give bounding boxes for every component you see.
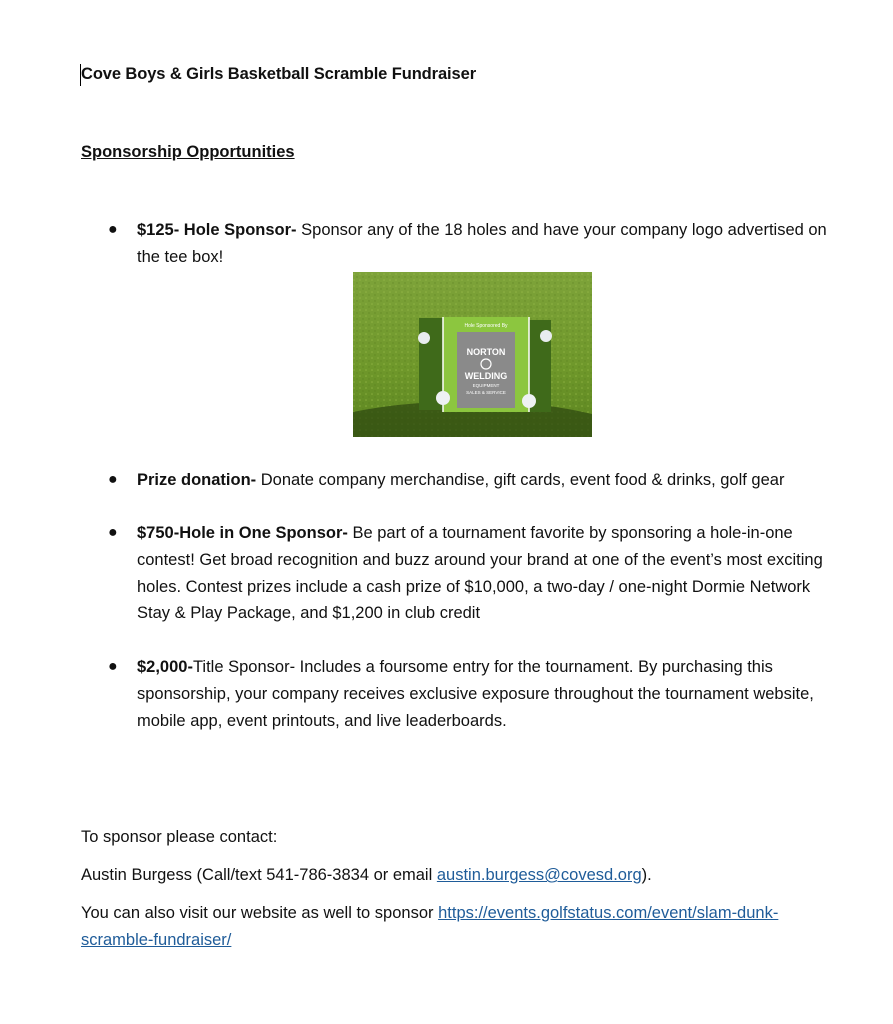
website-prefix: You can also visit our website as well to sponsor — [81, 904, 439, 922]
sponsorship-label: $750-Hole in One Sponsor- — [137, 524, 348, 542]
list-item-hole-sponsor — [137, 217, 827, 271]
sponsorship-label: $2,000- — [137, 658, 193, 676]
sponsorship-description: Donate company merchandise, gift cards, event food & drinks, golf gear — [256, 471, 785, 489]
svg-text:NORTON: NORTON — [466, 347, 506, 357]
list-item-prize-donation — [137, 467, 827, 494]
website-link[interactable]: https://events.golfstatus.com/event/slam-dunk-scramble-fundraiser/ — [81, 904, 779, 949]
sponsorship-label: $125- Hole Sponsor- — [137, 221, 297, 239]
section-heading: Sponsorship Opportunities — [81, 143, 295, 161]
svg-text:Hole Sponsored By: Hole Sponsored By — [464, 323, 508, 329]
email-link[interactable]: austin.burgess@covesd.org — [436, 866, 642, 884]
contact-intro: To sponsor please contact: — [81, 828, 278, 846]
bullet-icon: ● — [108, 658, 118, 675]
sponsorship-description: Sponsor any of the 18 holes and have your company logo advertised on the tee box! — [137, 221, 827, 266]
list-item-hole-in-one-sponsor — [137, 520, 827, 627]
bullet-icon: ● — [108, 221, 118, 238]
contact-line — [81, 862, 801, 889]
website-line — [81, 900, 781, 954]
contact-prefix: Austin Burgess (Call/text 541-786-3834 or email — [81, 866, 437, 884]
bullet-icon: ● — [108, 524, 118, 541]
bullet-icon: ● — [108, 471, 118, 488]
contact-suffix: ). — [641, 866, 652, 884]
sponsorship-label: Prize donation- — [137, 471, 257, 489]
svg-text:EQUIPMENT: EQUIPMENT — [472, 383, 500, 388]
document-title: Cove Boys & Girls Basketball Scramble Fundraiser — [81, 65, 477, 83]
svg-text:WELDING: WELDING — [464, 371, 508, 381]
list-item-title-sponsor — [137, 654, 827, 734]
sponsorship-description: Be part of a tournament favorite by sponsoring a hole-in-one contest! Get broad recognition and buzz around your brand at one of the event’s most exciting holes. Contest prizes include a cash prize of $10,000, a two-day / one-night Dormie Network Stay & Play Package, and $1,200 in club credit — [137, 524, 823, 623]
tee-box-sign-image — [353, 272, 592, 437]
sponsorship-description: Title Sponsor- Includes a foursome entry for the tournament. By purchasing this sponsorship, your company receives exclusive exposure throughout the tournament website, mobile app, event printouts, and live leaderboards. — [137, 658, 814, 730]
svg-text:SALES & SERVICE: SALES & SERVICE — [466, 390, 506, 395]
